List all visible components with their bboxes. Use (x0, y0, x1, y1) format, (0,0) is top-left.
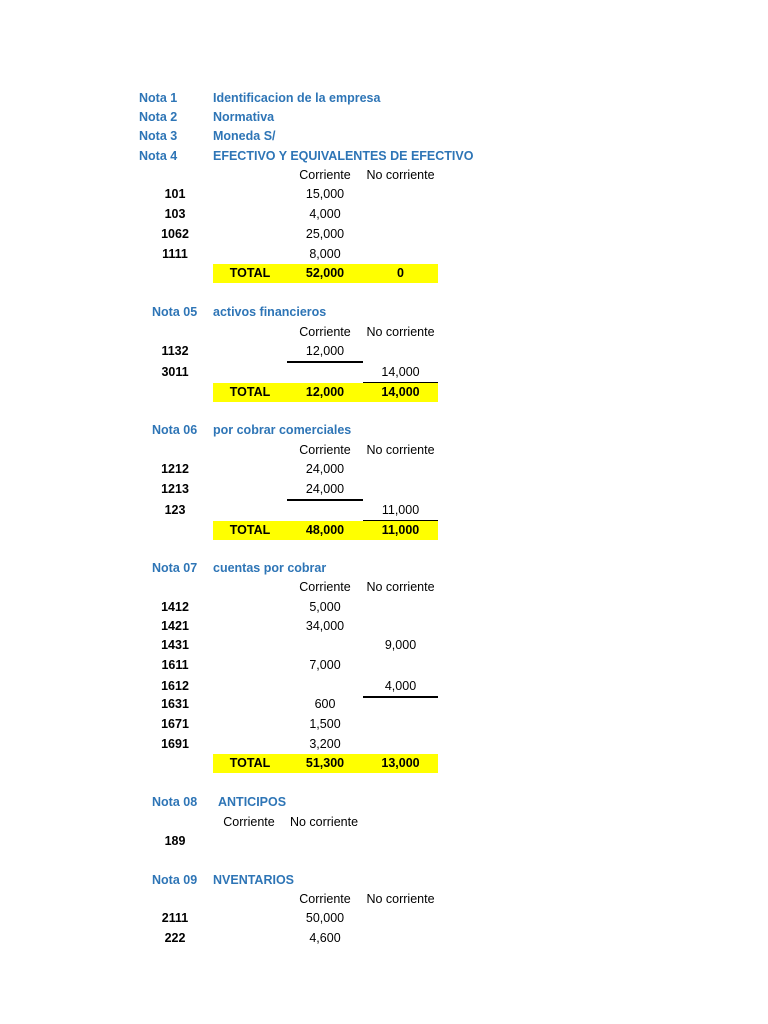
column-headers (0, 166, 768, 185)
note-title: Identificacion de la empresa (213, 91, 381, 105)
current-amount: 4,000 (309, 207, 341, 221)
table-row (0, 460, 768, 479)
note-label: Nota 4 (139, 149, 178, 163)
note-row (0, 89, 768, 108)
current-amount: 24,000 (305, 462, 345, 476)
account-code: 189 (164, 834, 186, 848)
table-row (0, 929, 768, 948)
account-code: 1111 (162, 247, 188, 261)
table-row (0, 185, 768, 204)
note-title: Normativa (213, 110, 275, 124)
account-code: 123 (164, 503, 186, 517)
column-headers (0, 813, 768, 832)
total-current: 48,000 (287, 521, 363, 540)
header-no-corriente: No corriente (289, 815, 359, 829)
table-row (0, 342, 768, 361)
header-corriente: Corriente (299, 325, 351, 339)
column-headers (0, 578, 768, 597)
total-row (0, 521, 768, 540)
current-amount: 5,000 (309, 600, 341, 614)
current-amount: 3,200 (287, 735, 363, 756)
header-corriente: Corriente (299, 580, 351, 594)
header-corriente: Corriente (299, 443, 351, 457)
total-label: TOTAL (213, 521, 287, 540)
total-current: 12,000 (287, 383, 363, 402)
note-label: Nota 2 (139, 110, 178, 124)
note-title: NVENTARIOS (213, 873, 295, 887)
total-label: TOTAL (213, 754, 287, 773)
total-noncurrent: 14,000 (363, 383, 438, 402)
current-amount: 12,000 (287, 342, 363, 363)
table-row (0, 598, 768, 617)
current-amount: 15,000 (305, 187, 345, 201)
note-heading (0, 421, 768, 440)
table-row (0, 909, 768, 928)
current-amount: 600 (314, 697, 336, 711)
table-row (0, 677, 768, 696)
current-amount: 25,000 (305, 227, 345, 241)
column-headers (0, 890, 768, 909)
table-row (0, 225, 768, 244)
table-row (0, 715, 768, 734)
note-label: Nota 05 (152, 305, 198, 319)
total-noncurrent: 0 (363, 264, 438, 283)
account-code: 1631 (161, 697, 189, 711)
header-corriente: Corriente (299, 168, 351, 182)
note-label: Nota 3 (139, 129, 178, 143)
note-row (0, 108, 768, 127)
table-row (0, 501, 768, 520)
table-row (0, 695, 768, 714)
note-title: por cobrar comerciales (213, 423, 352, 437)
account-code: 1691 (161, 737, 189, 751)
note-row (0, 127, 768, 146)
table-row (0, 832, 768, 851)
note-label: Nota 07 (152, 561, 198, 575)
account-code: 1431 (161, 638, 189, 652)
column-headers (0, 323, 768, 342)
note-title: ANTICIPOS (218, 795, 287, 809)
note-label: Nota 09 (152, 873, 198, 887)
header-corriente: Corriente (223, 815, 275, 829)
note-title: Moneda S/ (213, 129, 276, 143)
account-code: 103 (164, 207, 186, 221)
current-amount: 4,600 (309, 931, 341, 945)
total-label: TOTAL (213, 264, 287, 283)
note-heading (0, 559, 768, 578)
account-code: 1421 (161, 619, 189, 633)
note-title: cuentas por cobrar (213, 561, 327, 575)
table-row (0, 636, 768, 655)
account-code: 1213 (161, 482, 189, 496)
account-code: 1611 (161, 658, 189, 672)
header-no-corriente: No corriente (366, 168, 435, 182)
current-amount: 7,000 (309, 658, 341, 672)
header-corriente: Corriente (299, 892, 351, 906)
noncurrent-amount: 4,000 (363, 677, 438, 698)
column-headers (0, 441, 768, 460)
account-code: 1671 (161, 717, 189, 731)
total-row (0, 264, 768, 283)
note-heading (0, 793, 768, 812)
table-row (0, 363, 768, 382)
account-code: 1062 (161, 227, 189, 241)
note-label: Nota 1 (139, 91, 178, 105)
header-no-corriente: No corriente (366, 892, 435, 906)
account-code: 222 (164, 931, 186, 945)
header-no-corriente: No corriente (366, 325, 435, 339)
note-heading (0, 871, 768, 890)
noncurrent-amount: 11,000 (363, 501, 438, 522)
header-no-corriente: No corriente (366, 580, 435, 594)
current-amount: 8,000 (287, 245, 363, 266)
total-row (0, 383, 768, 402)
account-code: 2111 (161, 911, 189, 925)
header-no-corriente: No corriente (366, 443, 435, 457)
table-row (0, 205, 768, 224)
total-label: TOTAL (213, 383, 287, 402)
table-row (0, 656, 768, 675)
total-noncurrent: 13,000 (363, 754, 438, 773)
noncurrent-amount: 9,000 (384, 638, 417, 652)
account-code: 1212 (161, 462, 189, 476)
account-code: 1412 (161, 600, 189, 614)
account-code: 1612 (161, 679, 189, 693)
note-heading (0, 303, 768, 322)
table-row (0, 735, 768, 754)
note-title: EFECTIVO Y EQUIVALENTES DE EFECTIVO (213, 149, 474, 163)
total-current: 51,300 (287, 754, 363, 773)
note-heading (0, 147, 768, 166)
total-current: 52,000 (287, 264, 363, 283)
table-row (0, 617, 768, 636)
account-code: 1132 (161, 344, 189, 358)
current-amount: 50,000 (305, 911, 345, 925)
table-row (0, 245, 768, 264)
account-code: 101 (164, 187, 186, 201)
note-label: Nota 08 (152, 795, 198, 809)
current-amount: 1,500 (309, 717, 341, 731)
noncurrent-amount: 14,000 (363, 363, 438, 384)
table-row (0, 480, 768, 499)
current-amount: 34,000 (305, 619, 345, 633)
total-row (0, 754, 768, 773)
note-title: activos financieros (213, 305, 327, 319)
note-label: Nota 06 (152, 423, 198, 437)
account-code: 3011 (161, 365, 189, 379)
current-amount: 24,000 (287, 480, 363, 501)
total-noncurrent: 11,000 (363, 521, 438, 540)
